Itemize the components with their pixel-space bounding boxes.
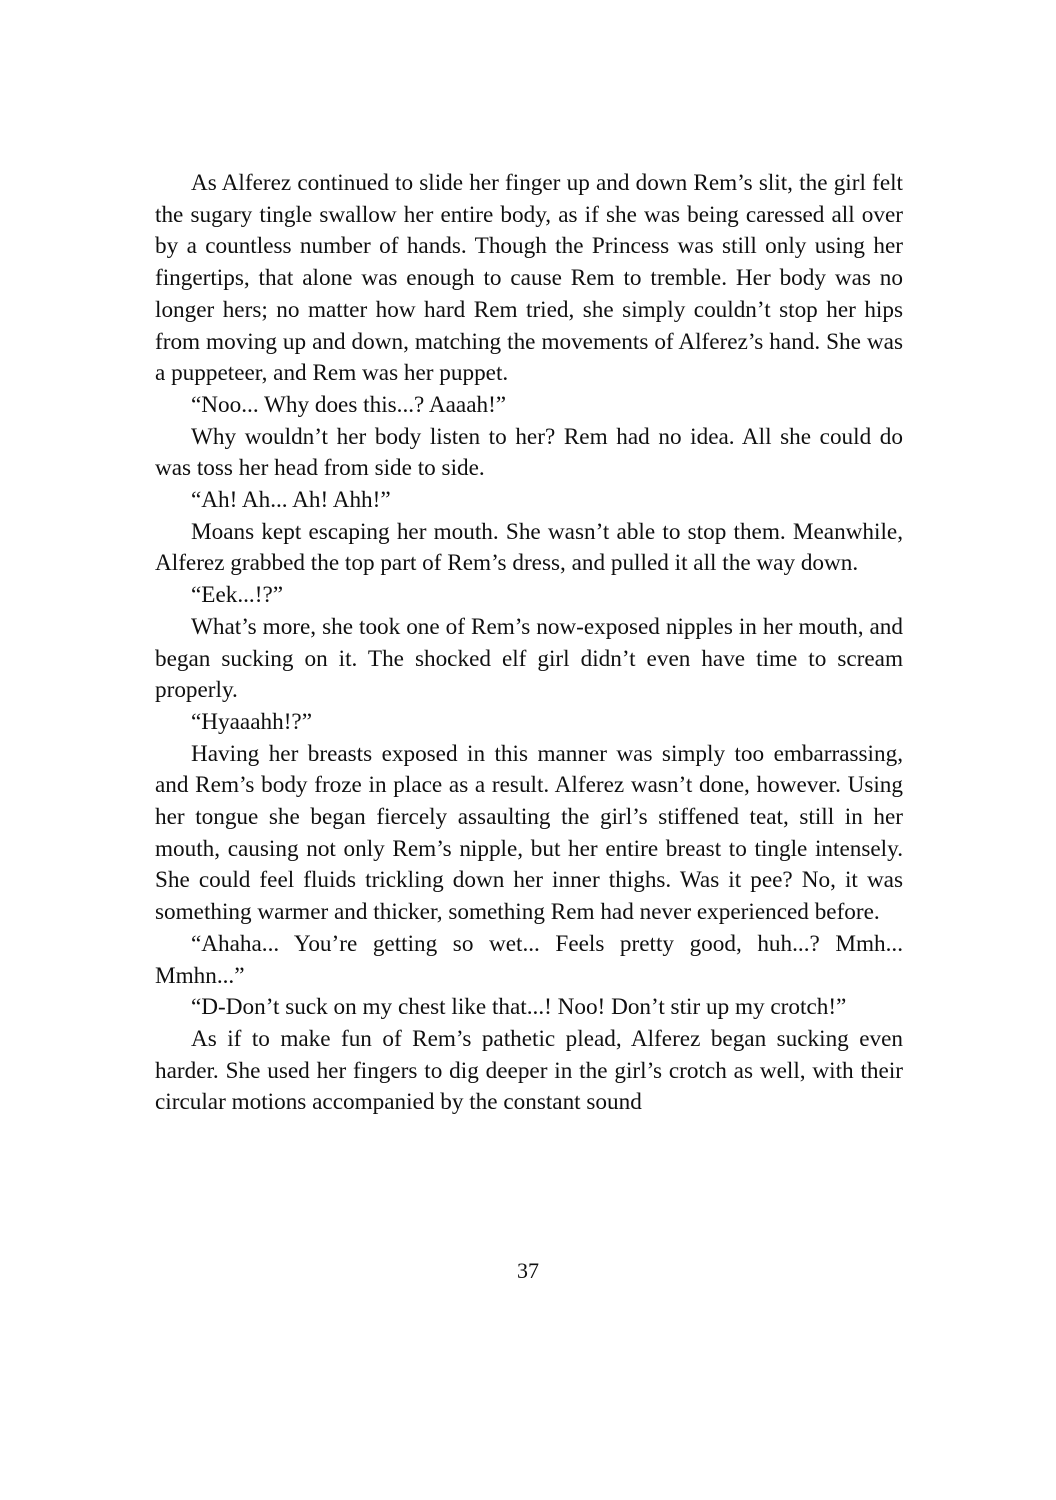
paragraph: “Noo... Why does this...? Aaaah!” xyxy=(191,391,507,418)
page-number: 37 xyxy=(517,1258,539,1283)
paragraph: “D-Don’t suck on my chest like that...! Noo! Don’t stir up my crotch!” xyxy=(191,994,847,1021)
paragraph: As if to make fun of Rem’s pathetic plead, Alferez began sucking even harder. She used her fingers to dig deeper in the girl’s crotch as well, with their circular motions accompanied by the constant sound xyxy=(155,1025,903,1116)
paragraph: “Ah! Ah... Ah! Ahh!” xyxy=(191,487,391,514)
paragraph: “Hyaaahh!?” xyxy=(191,708,312,735)
paragraph: As Alferez continued to slide her finger up and down Rem’s slit, the girl felt the sugary tingle swallow her entire body, as if she was being caressed all over by a countless number of hands. Though the Princess was still only using her fingertips, that alone was enough to cause Rem to tremble. Her body was no longer hers; no matter how hard Rem tried, she simply couldn’t stop her hips from moving up and down, matching the movements of Alferez’s hand. She was a puppeteer, and Rem was her puppet. xyxy=(155,170,903,387)
paragraph: What’s more, she took one of Rem’s now-exposed nipples in her mouth, and began sucking on it. The shocked elf girl didn’t even have time to scream properly. xyxy=(155,613,903,704)
paragraph: Moans kept escaping her mouth. She wasn’t able to stop them. Meanwhile, Alferez grabbed the top part of Rem’s dress, and pulled it all the way down. xyxy=(155,518,903,577)
paragraph: “Ahaha... You’re getting so wet... Feels pretty good, huh...? Mmh... Mmhn...” xyxy=(155,930,903,989)
paragraph: Having her breasts exposed in this manner was simply too embarrassing, and Rem’s body froze in place as a result. Alferez wasn’t done, however. Using her tongue she began fiercely assaulting the girl’s stiffened teat, still in her mouth, causing not only Rem’s nipple, but her entire breast to tingle intensely. She could feel fluids trickling down her inner thighs. Was it pee? No, it was something warmer and thicker, something Rem had never experienced before. xyxy=(155,740,903,926)
paragraph: “Eek...!?” xyxy=(191,582,284,609)
body-text xyxy=(155,168,903,1119)
paragraph: Why wouldn’t her body listen to her? Rem had no idea. All she could do was toss her head from side to side. xyxy=(155,423,903,482)
